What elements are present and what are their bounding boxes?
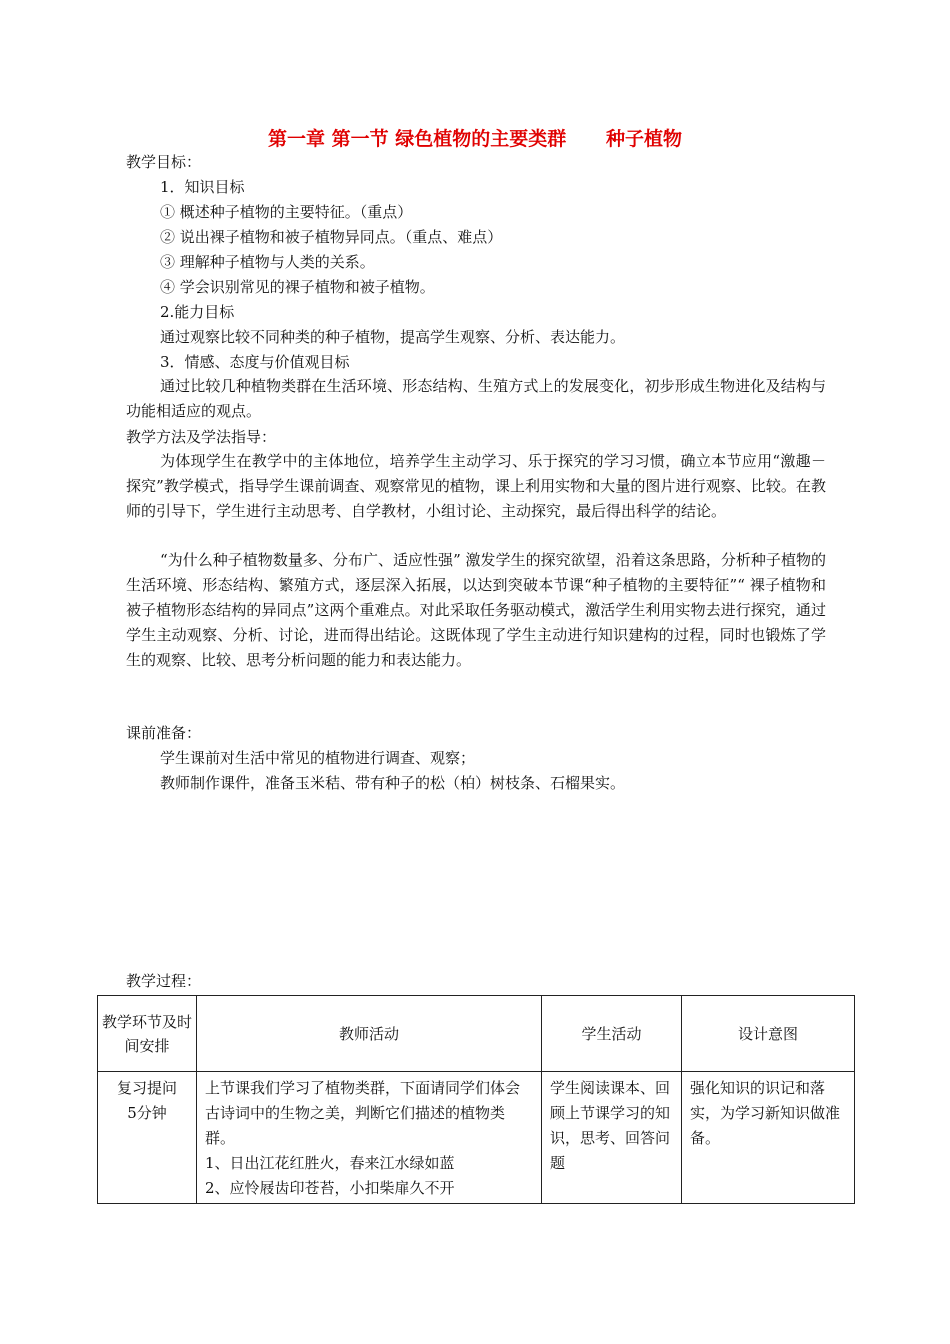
column-header-teacher: 教师活动 (197, 996, 542, 1072)
methods-heading: 教学方法及学法指导： (126, 428, 277, 446)
process-table (97, 995, 855, 1204)
column-header-student: 学生活动 (542, 996, 682, 1072)
knowledge-heading: 1．知识目标 (160, 178, 245, 196)
teacher-activity-poem: 2、应怜屐齿印苍苔，小扣柴扉久不开 (205, 1179, 455, 1197)
column-header-stage: 教学环节及时间安排 (98, 996, 197, 1072)
column-header-intent: 设计意图 (682, 996, 855, 1072)
knowledge-item: ② 说出裸子植物和被子植物异同点。（重点、难点） (160, 228, 503, 246)
ability-text: 通过观察比较不同种类的种子植物，提高学生观察、分析、表达能力。 (160, 328, 626, 346)
ability-heading: 2.能力目标 (160, 303, 235, 321)
stage-name: 复习提问 (116, 1079, 177, 1097)
knowledge-item: ④ 学会识别常见的裸子植物和被子植物。 (160, 278, 435, 296)
teacher-activity-cell (197, 1072, 542, 1204)
page-title: 第一章 第一节 绿色植物的主要类群 种子植物 (268, 128, 682, 150)
design-intent-cell: 强化知识的识记和落实，为学习新知识做准备。 (682, 1072, 855, 1204)
stage-cell (98, 1072, 197, 1204)
student-activity-cell: 学生阅读课本、回顾上节课学习的知识，思考、回答问题 (542, 1072, 682, 1204)
process-heading: 教学过程： (126, 972, 202, 990)
preparation-item: 教师制作课件，准备玉米秸、带有种子的松（柏）树枝条、石榴果实。 (160, 774, 626, 792)
teacher-activity-poem: 1、日出江花红胜火，春来江水绿如蓝 (205, 1154, 455, 1172)
emotion-text: 通过比较几种植物类群在生活环境、形态结构、生殖方式上的发展变化，初步形成生物进化及结构与功能相适应的观点。 (126, 377, 826, 420)
methods-paragraph: “为什么种子植物数量多、分布广、适应性强” 激发学生的探究欲望，沿着这条思路，分析种子植物的生活环境、形态结构、繁殖方式，逐层深入拓展，以达到突破本节课“种子植物的主要特征”“ 裸子植物和被子植物形态结构的异同点”这两个重难点。对此采取任务驱动模式，激活学生利用实物去进行探究，通过学生主动观察、分析、讨论，进而得出结论。这既体现了学生主动进行知识建构的过程，同时也锻炼了学生的观察、比较、思考分析问题的能力和表达能力。 (126, 551, 826, 669)
methods-paragraph: 为体现学生在教学中的主体地位，培养学生主动学习、乐于探究的学习习惯，确立本节应用“激趣－探究”教学模式，指导学生课前调查、观察常见的植物，课上利用实物和大量的图片进行观察、比较。在教师的引导下，学生进行主动思考、自学教材，小组讨论、主动探究，最后得出科学的结论。 (126, 452, 826, 520)
objectives-heading: 教学目标： (126, 153, 202, 171)
emotion-heading: 3．情感、态度与价值观目标 (160, 353, 350, 371)
preparation-heading: 课前准备： (126, 724, 202, 742)
preparation-item: 学生课前对生活中常见的植物进行调查、观察； (160, 749, 476, 767)
stage-time: 5分钟 (127, 1104, 167, 1122)
knowledge-item: ③ 理解种子植物与人类的关系。 (160, 253, 375, 271)
table-header-row (98, 996, 855, 1072)
teacher-activity-intro: 上节课我们学习了植物类群，下面请同学们体会古诗词中的生物之美，判断它们描述的植物类群。 (205, 1079, 521, 1147)
table-row (98, 1072, 855, 1204)
knowledge-item: ① 概述种子植物的主要特征。（重点） (160, 203, 413, 221)
